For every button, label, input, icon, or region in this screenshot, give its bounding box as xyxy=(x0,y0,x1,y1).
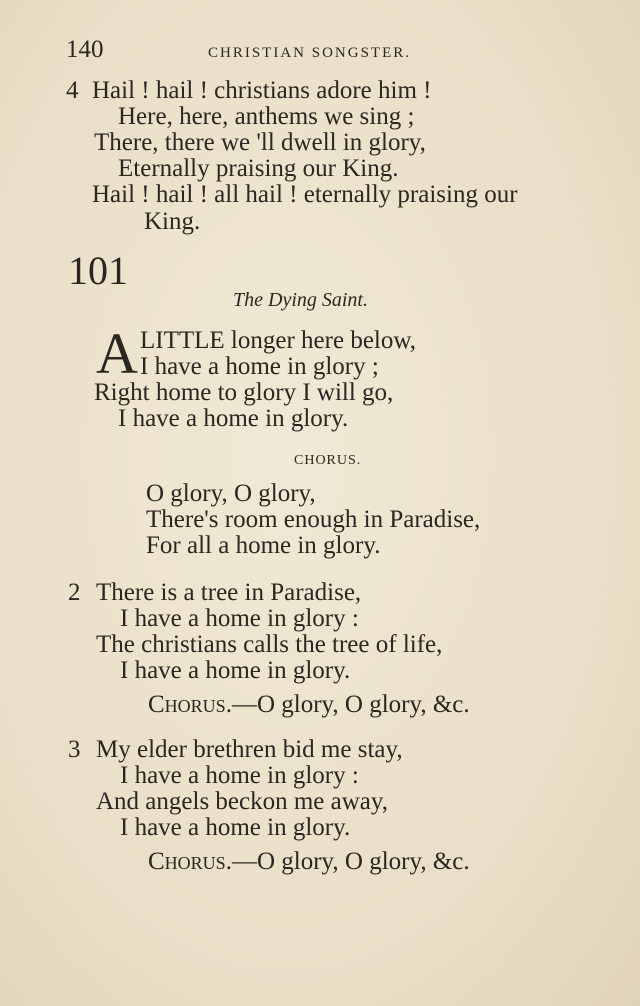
hymn-title: The Dying Saint. xyxy=(233,289,368,311)
verse-line: And angels beckon me away, xyxy=(96,788,389,815)
verse-line: My elder brethren bid me stay, xyxy=(96,736,403,763)
chorus-line: There's room enough in Paradise, xyxy=(146,506,481,533)
drop-cap: A xyxy=(96,321,138,386)
chorus-heading: CHORUS. xyxy=(294,453,362,468)
chorus-ref-label: Chorus. xyxy=(148,691,232,718)
running-title: CHRISTIAN SONGSTER. xyxy=(208,45,412,61)
chorus-reference xyxy=(148,849,470,875)
verse-line: I have a home in glory. xyxy=(120,657,351,684)
verse-number: 4 xyxy=(66,77,79,104)
verse-number: 3 xyxy=(68,736,81,763)
verse-line: I have a home in glory. xyxy=(120,814,351,841)
verse-line: There is a tree in Paradise, xyxy=(96,579,362,606)
verse-line: Hail ! hail ! all hail ! eternally praising our xyxy=(92,181,518,208)
verse-number: 2 xyxy=(68,579,81,606)
verse-line: There, there we 'll dwell in glory, xyxy=(94,129,426,156)
chorus-ref-text: —O glory, O glory, &c. xyxy=(231,691,470,718)
verse-line: I have a home in glory ; xyxy=(140,353,379,380)
verse-line: The christians calls the tree of life, xyxy=(96,631,443,658)
verse-line: Right home to glory I will go, xyxy=(94,379,394,406)
verse-line: LITTLE longer here below, xyxy=(140,327,417,354)
chorus-reference xyxy=(148,692,470,718)
chorus-line: O glory, O glory, xyxy=(146,480,316,507)
verse-line: King. xyxy=(144,208,201,235)
verse-line: Eternally praising our King. xyxy=(118,155,399,182)
verse-line: I have a home in glory. xyxy=(118,405,349,432)
page-number: 140 xyxy=(66,36,104,63)
chorus-ref-label: Chorus. xyxy=(148,848,232,875)
chorus-ref-text: —O glory, O glory, &c. xyxy=(231,848,470,875)
hymn-number: 101 xyxy=(68,248,128,293)
chorus-line: For all a home in glory. xyxy=(146,532,381,559)
verse-line: I have a home in glory : xyxy=(120,605,359,632)
verse-line: I have a home in glory : xyxy=(120,762,359,789)
verse-line: Hail ! hail ! christians adore him ! xyxy=(92,77,432,104)
verse-line: Here, here, anthems we sing ; xyxy=(118,103,415,130)
